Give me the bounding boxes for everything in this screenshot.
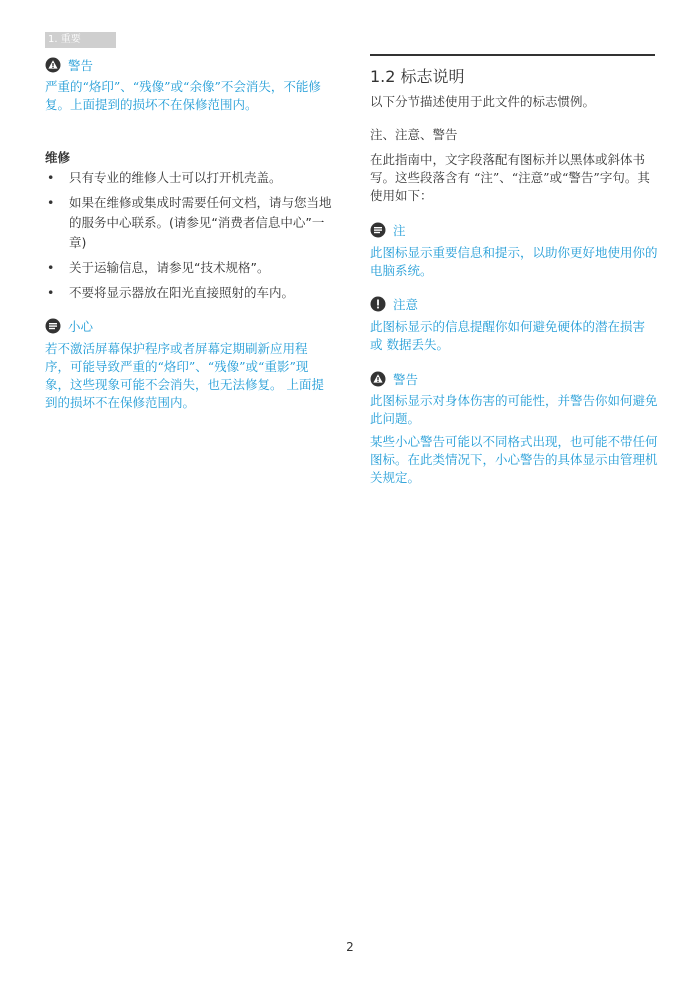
left-warning-heading	[45, 57, 93, 73]
maintenance-item-3: • 关于运输信息，请参见“技术规格”。	[45, 258, 340, 278]
exclamation-icon	[370, 296, 386, 312]
right-warning-text-1: 此图标显示对身体伤害的可能性，并警告你如何避免此问题。	[370, 393, 658, 426]
notes-text: 在此指南中，文字段落配有图标并以黑体或斜体书写。这些段落含有 “注”、“注意”或“警告”字句。其使用如下：	[370, 152, 650, 203]
section-title: 1.2 标志说明	[370, 67, 465, 86]
intro-text: 以下分节描述使用于此文件的标志惯例。	[370, 94, 596, 109]
warning-icon	[45, 57, 61, 73]
note-heading	[370, 222, 406, 238]
left-warning-title: 警告	[68, 58, 94, 73]
maintenance-title: 维修	[45, 150, 71, 165]
note-icon	[370, 222, 386, 238]
note-title: 注	[393, 223, 406, 238]
note-icon	[45, 318, 61, 334]
notes-title: 注、注意、警告	[370, 127, 458, 142]
right-warning-title: 警告	[393, 372, 419, 387]
attention-heading	[370, 296, 418, 312]
left-caution-title: 小心	[68, 319, 94, 334]
right-warning-heading	[370, 371, 418, 387]
maintenance-item-2: • 如果在维修或集成时需要任何文档，请与您当地的服务中心联系。(请参见“消费者信息中心”一章)	[45, 193, 340, 253]
maintenance-item-4: • 不要将显示器放在阳光直接照射的车内。	[45, 283, 340, 303]
left-caution-text: 若不激活屏幕保护程序或者屏幕定期刷新应用程序，可能导致严重的“烙印”、“残像”或“重影”现象，这些现象可能不会消失，也无法修复。 上面提到的损坏不在保修范围内。	[45, 341, 324, 410]
left-warning-text: 严重的“烙印”、“残像”或“余像”不会消失，不能修复。上面提到的损坏不在保修范围内。	[45, 79, 321, 112]
left-caution-heading	[45, 318, 93, 334]
maintenance-item-1: • 只有专业的维修人士可以打开机壳盖。	[45, 168, 340, 188]
section-tab: 1. 重要	[45, 32, 116, 48]
warning-icon	[370, 371, 386, 387]
section-rule	[370, 54, 655, 56]
maintenance-list	[45, 168, 340, 308]
right-warning-text-2: 某些小心警告可能以不同格式出现，也可能不带任何图标。在此类情况下，小心警告的具体显示由管理机关规定。	[370, 434, 658, 485]
attention-text: 此图标显示的信息提醒你如何避免硬体的潜在损害或 数据丢失。	[370, 319, 646, 352]
note-text: 此图标显示重要信息和提示，以助你更好地使用你的电脑系统。	[370, 245, 658, 278]
page-number: 2	[346, 940, 354, 954]
attention-title: 注意	[393, 297, 419, 312]
